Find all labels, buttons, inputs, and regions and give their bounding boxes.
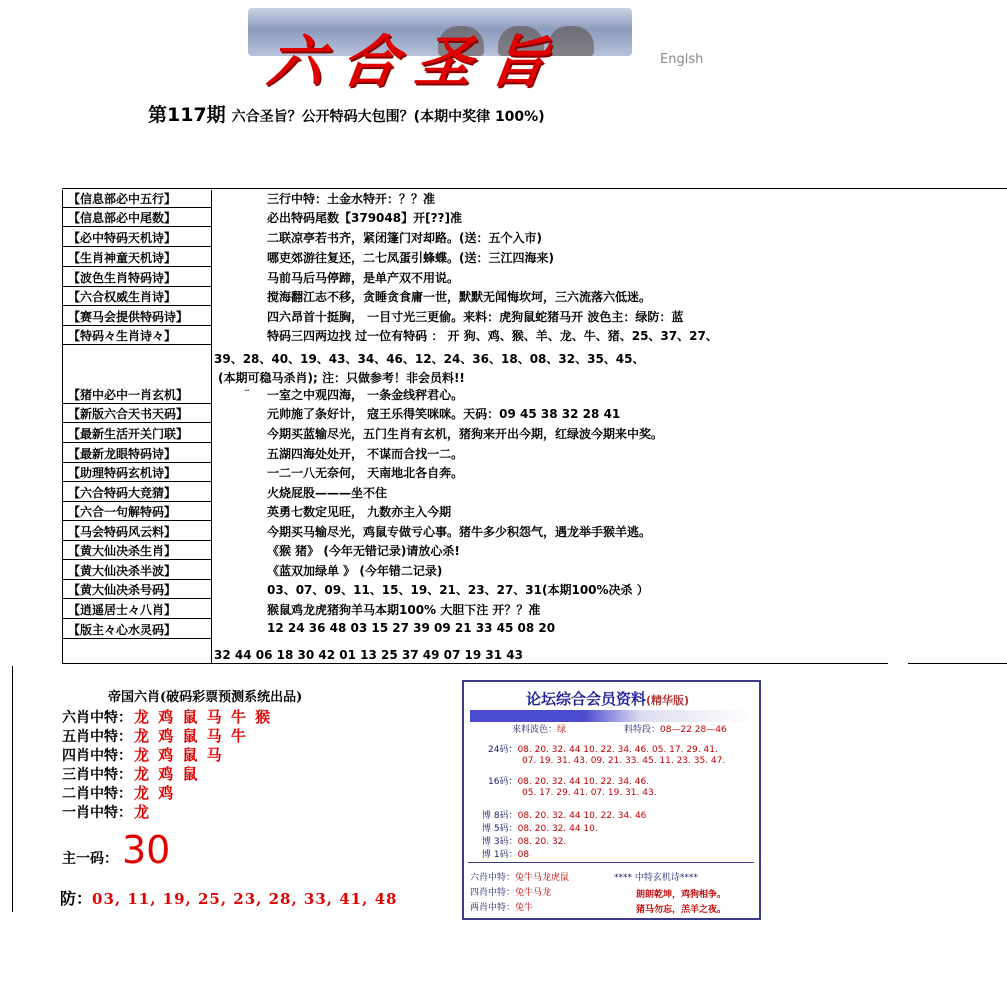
- row-label: 【黄大仙决杀号码】: [62, 581, 212, 599]
- row-label: 【助理特码玄机诗】: [62, 464, 212, 482]
- row-value: 今期买马输尽光，鸡鼠专做亏心事。猪牛多少积怨气，遇龙举手猴羊逃。: [267, 525, 652, 539]
- row-value: 英勇七数定见旺， 九数亦主入今期: [267, 505, 452, 519]
- row-label: 【信息部必中五行】: [62, 190, 212, 208]
- six-zodiac-row: [470, 870, 569, 883]
- source-color: [512, 722, 566, 735]
- row-value: 五湖四海处处开， 不谋而合找一二。: [267, 447, 464, 461]
- main-code-label: 主一码：: [62, 851, 118, 867]
- row-label: 【猪中必中一肖玄机】: [62, 386, 212, 404]
- table-row: [62, 308, 1000, 327]
- row-value: 猴鼠鸡龙虎猪狗羊马本期100% 大胆下注 开？？准: [267, 603, 541, 617]
- table-row: [62, 601, 1000, 620]
- row-value: 《蓝双加绿单 》 (今年错二记录): [267, 564, 443, 578]
- row-value: 元帅施了条好计， 寇王乐得笑咪咪。天码：09 45 38 32 28 41: [267, 407, 621, 421]
- code16-label: 16码：: [488, 777, 518, 787]
- table-row: [62, 209, 1000, 228]
- forum-member-data-panel: [462, 680, 761, 920]
- moderator-code-continuation: 32 44 06 18 30 42 01 13 25 37 49 07 19 31 43: [214, 648, 523, 662]
- row-label: 【六合权威生肖诗】: [62, 288, 212, 306]
- issue-number: 第117期: [148, 104, 226, 126]
- code16-line1: 08. 20. 32. 44 10. 22. 34. 46.: [517, 777, 650, 787]
- zodiac-label: 五肖中特：: [62, 729, 132, 745]
- forum-color-bar: [470, 710, 754, 722]
- table-row: [62, 484, 1000, 503]
- row-value: 《猴 猪》 (今年无错记录)请放心杀!: [267, 544, 460, 558]
- main-code: [62, 828, 170, 872]
- code24-line1: 08. 20. 32. 44 10. 22. 34. 46. 05. 17. 29. 41.: [517, 745, 718, 755]
- zodiac-label: 一肖中特：: [62, 805, 132, 821]
- main-code-value: 30: [122, 828, 171, 872]
- bo1-row: [482, 847, 529, 860]
- special-segment: [624, 722, 727, 735]
- row-label: 【生肖神童天机诗】: [62, 249, 212, 267]
- list-item: [62, 763, 199, 784]
- zodiac-value: 龙: [134, 803, 152, 821]
- left-divider: [12, 666, 13, 912]
- table-row: [62, 542, 1000, 561]
- row-value: 03、07、09、11、15、19、21、23、27、31(本期100%决杀 ）: [267, 583, 649, 597]
- table-row: [62, 425, 1000, 444]
- row-value: 12 24 36 48 03 15 27 39 09 21 33 45 08 20: [267, 621, 556, 635]
- code24-label: 24码：: [488, 745, 518, 755]
- special-code-continuation: 39、28、40、19、43、34、46、12、24、36、18、08、32、35、45、: [214, 352, 645, 366]
- source-color-label: 来料波色：: [512, 725, 558, 735]
- bo8-label: 博 8码：: [482, 811, 518, 821]
- four-label: 四肖中特：: [470, 888, 516, 898]
- forum-divider: [468, 862, 754, 863]
- row-value: 一室之中观四海， 一条金线秤君心。: [267, 388, 464, 402]
- four-zodiac-row: [470, 885, 551, 898]
- source-color-value: 绿: [557, 725, 567, 735]
- table-row: [62, 445, 1000, 464]
- site-logo: 六合圣旨: [263, 29, 569, 95]
- list-item: [62, 706, 272, 727]
- table-bottom-border: [62, 663, 888, 664]
- table-bottom-border-right: [908, 663, 1007, 664]
- row-value: 必出特码尾数【379048】开[??]准: [267, 211, 462, 225]
- bo1-label: 博 1码：: [482, 850, 518, 860]
- bo1-value: 08: [517, 850, 530, 860]
- code16-line2: 05. 17. 29. 41. 07. 19. 31. 43.: [522, 788, 657, 798]
- bo5-label: 博 5码：: [482, 824, 518, 834]
- four-value: 兔牛马龙: [515, 888, 552, 898]
- page-title: [148, 100, 545, 127]
- table-row: [62, 405, 1000, 424]
- zodiac-label: 四肖中特：: [62, 748, 132, 764]
- table-row: [62, 190, 1000, 209]
- zodiac-value: 龙 鸡 鼠 马 牛 猴: [134, 708, 273, 726]
- forum-title-text: 论坛综合会员资料: [526, 690, 647, 708]
- defend-label: 防：: [60, 889, 93, 908]
- table-row: [62, 621, 1000, 640]
- row-label: 【马会特码风云料】: [62, 523, 212, 541]
- row-label: 【最新生活开关门联】: [62, 425, 212, 443]
- two-label: 两肖中特：: [470, 903, 516, 913]
- zodiac-value: 龙 鸡: [134, 784, 176, 802]
- bo3-label: 博 3码：: [482, 837, 518, 847]
- row-value: 马前马后马停蹄，是单产双不用说。: [267, 271, 460, 285]
- table-row: [62, 523, 1000, 542]
- row-label: 【六合特码大竞猜】: [62, 484, 212, 502]
- table-row: [62, 464, 1000, 483]
- zodiac-label: 三肖中特：: [62, 767, 132, 783]
- list-item: [62, 801, 151, 822]
- bo8-value: 08. 20. 32. 44 10. 22. 34. 46: [517, 811, 647, 821]
- table-row: [62, 386, 1000, 405]
- row-label: 【赛马会提供特码诗】: [62, 308, 212, 326]
- row-value: 三行中特：土金水特开：？？准: [267, 192, 436, 206]
- row-value: 二联凉亭若书齐，紧闭篷门对却路。(送：五个入市): [267, 231, 542, 245]
- bo5-value: 08. 20. 32. 44 10.: [517, 824, 598, 834]
- code24-line2: 07. 19. 31. 43. 09. 21. 33. 45. 11. 23. 35. 47.: [522, 756, 726, 766]
- list-item: [62, 782, 175, 803]
- row-label: 【黄大仙决杀生肖】: [62, 542, 212, 560]
- zodiac-label: 六肖中特：: [62, 710, 132, 726]
- row-label: 【波色生肖特码诗】: [62, 269, 212, 287]
- poem-line1: 朗朗乾坤，鸡狗相争。: [636, 890, 727, 900]
- six-value: 兔牛马龙虎鼠: [515, 873, 570, 883]
- row-label: 【逍遥居士々八肖】: [62, 601, 212, 619]
- row-label: 【信息部必中尾数】: [62, 209, 212, 227]
- table-row: [62, 503, 1000, 522]
- zodiac-label: 二肖中特：: [62, 786, 132, 802]
- row-value: 搅海翻江志不移，贪睡贪食庸一世，默默无闻悔坎坷，三六流落六低迷。: [267, 290, 652, 304]
- special-segment-value: 08—22 28—46: [660, 725, 727, 735]
- two-value: 兔牛: [515, 903, 534, 913]
- row-label: 【必中特码天机诗】: [62, 229, 212, 247]
- code16-row: [488, 774, 649, 787]
- pig-mark: ¨: [244, 388, 250, 402]
- table-row: [62, 229, 1000, 248]
- table-row: [62, 249, 1000, 268]
- headline-text: 六合圣旨？公开特码大包围？(本期中奖律 100%): [231, 109, 545, 125]
- code24-row: [488, 742, 718, 755]
- bo3-row: [482, 834, 566, 847]
- special-code-note: (本期可稳马杀肖); 注：只做参考！非会员料!!: [218, 371, 465, 385]
- table-row: [62, 562, 1000, 581]
- row-value: 今期买蓝输尽光，五门生肖有玄机，猪狗来开出今期，红绿波今期来中奖。: [267, 427, 664, 441]
- list-item: [62, 744, 224, 765]
- row-value: 哪吏郊游往复还，二七凤蛋引蜂蝶。(送：三江四海来): [267, 251, 554, 265]
- zodiac-value: 龙 鸡 鼠 马: [134, 746, 224, 764]
- forum-edition: (精华版): [646, 694, 690, 707]
- table-row: [62, 288, 1000, 307]
- row-label: 【新版六合天书天码】: [62, 405, 212, 423]
- forum-title: [526, 688, 689, 709]
- poem-title: **** 中特玄机诗****: [614, 873, 698, 883]
- bo3-value: 08. 20. 32.: [517, 837, 567, 847]
- table-row: [62, 327, 1000, 346]
- zodiac-value: 龙 鸡 鼠: [134, 765, 200, 783]
- table-row: [62, 269, 1000, 288]
- row-value: 火烧屁股———坐不住: [267, 486, 388, 500]
- bo8-row: [482, 808, 646, 821]
- defend-value: 03, 11, 19, 25, 23, 28, 33, 41, 48: [92, 890, 398, 908]
- two-zodiac-row: [470, 900, 533, 913]
- zodiac-value: 龙 鸡 鼠 马 牛: [134, 727, 248, 745]
- six-label: 六肖中特：: [470, 873, 516, 883]
- defend-codes: [60, 886, 397, 909]
- row-value: 四六昂首十挺胸， 一目寸光三更偷。来料：虎狗鼠蛇猪马开 波色主：绿防：蓝: [267, 310, 684, 324]
- row-value: 一二一八无奈何， 天南地北各自奔。: [267, 466, 464, 480]
- empire-title: 帝国六肖(破码彩票预测系统出品): [108, 690, 303, 705]
- row-label: 【版主々心水灵码】: [62, 621, 212, 639]
- table-top-border: [62, 188, 1007, 189]
- row-label: 【特码々生肖诗々】: [62, 327, 212, 345]
- row-label: 【黄大仙决杀半波】: [62, 562, 212, 580]
- table-row: [62, 581, 1000, 600]
- list-item: [62, 725, 248, 746]
- poem-line2: 猪马勿忘，羔羊之夜。: [636, 905, 727, 915]
- row-label: 【六合一句解特码】: [62, 503, 212, 521]
- special-segment-label: 料特段：: [624, 725, 661, 735]
- row-value: 特码三四两边找 过一位有特码 ： 开 狗、鸡、猴、羊、龙、牛、猪、25、37、27、: [267, 329, 718, 343]
- bo5-row: [482, 821, 598, 834]
- english-link[interactable]: Englsh: [660, 52, 704, 67]
- row-label: 【最新龙眼特码诗】: [62, 445, 212, 463]
